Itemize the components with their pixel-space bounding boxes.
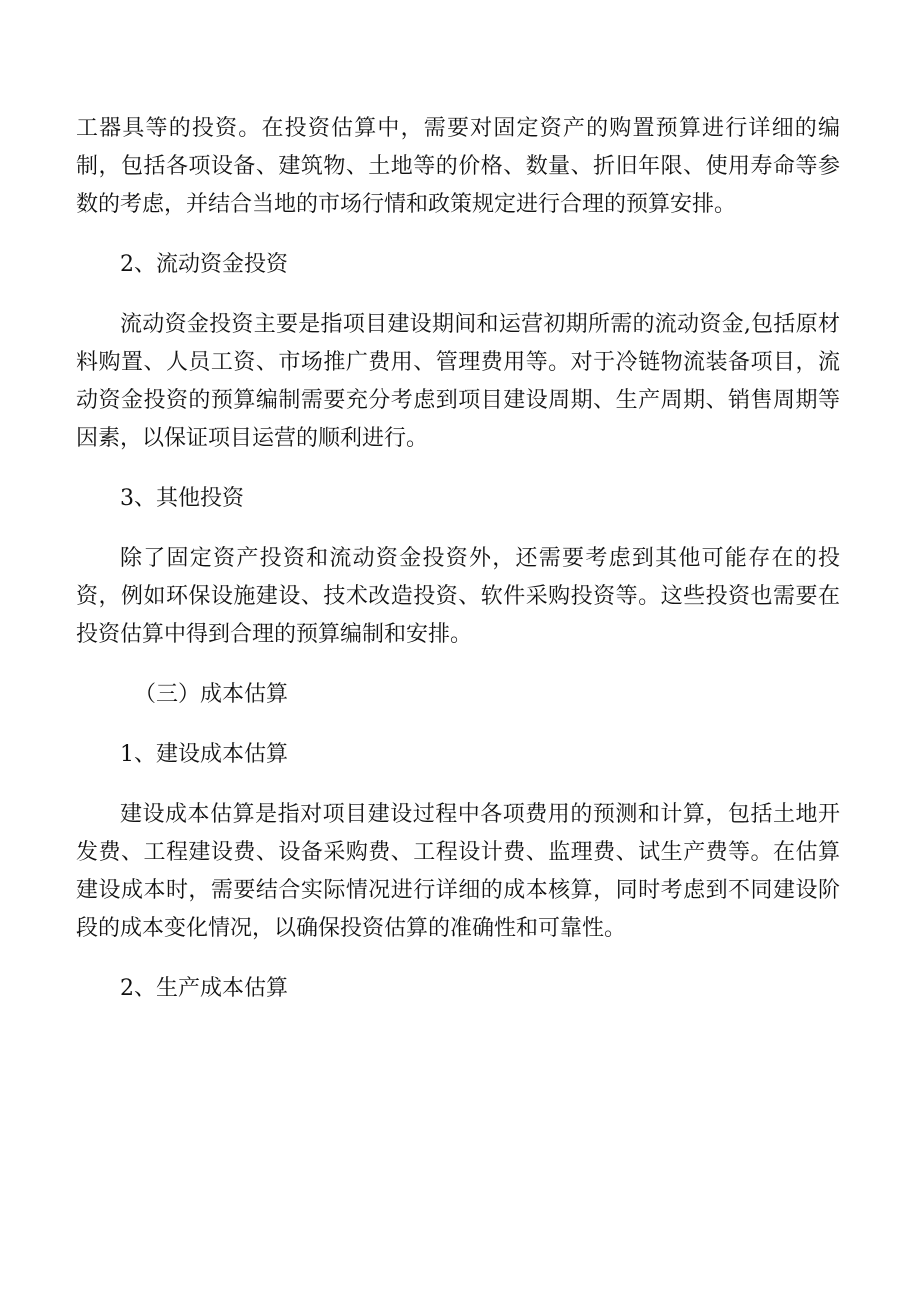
heading-working-capital: 2、流动资金投资 bbox=[120, 252, 288, 277]
heading-production-cost: 2、生产成本估算 bbox=[120, 976, 288, 1001]
heading-construction-cost: 1、建设成本估算 bbox=[120, 742, 288, 767]
paragraph-working-capital: 流动资金投资主要是指项目建设期间和运营初期所需的流动资金,包括原材料购置、人员工资、市场推广费用、管理费用等。对于冷链物流装备项目，流动资金投资的预算编制需要充分考虑到项目建设周期、生产周期、销售周期等因素，以保证项目运营的顺利进行。 bbox=[76, 312, 840, 451]
paragraph-other-investment: 除了固定资产投资和流动资金投资外，还需要考虑到其他可能存在的投资，例如环保设施建设、技术改造投资、软件采购投资等。这些投资也需要在投资估算中得到合理的预算编制和安排。 bbox=[76, 546, 840, 647]
paragraph-fixed-asset-continuation: 工器具等的投资。在投资估算中，需要对固定资产的购置预算进行详细的编制，包括各项设备、建筑物、土地等的价格、数量、折旧年限、使用寿命等参数的考虑，并结合当地的市场行情和政策规定进行合理的预算安排。 bbox=[76, 116, 840, 217]
paragraph-construction-cost: 建设成本估算是指对项目建设过程中各项费用的预测和计算，包括土地开发费、工程建设费、设备采购费、工程设计费、监理费、试生产费等。在估算建设成本时，需要结合实际情况进行详细的成本核算，同时考虑到不同建设阶段的成本变化情况，以确保投资估算的准确性和可靠性。 bbox=[76, 802, 840, 941]
section-heading-cost-estimate: （三）成本估算 bbox=[134, 682, 289, 707]
heading-other-investment: 3、其他投资 bbox=[120, 486, 244, 511]
